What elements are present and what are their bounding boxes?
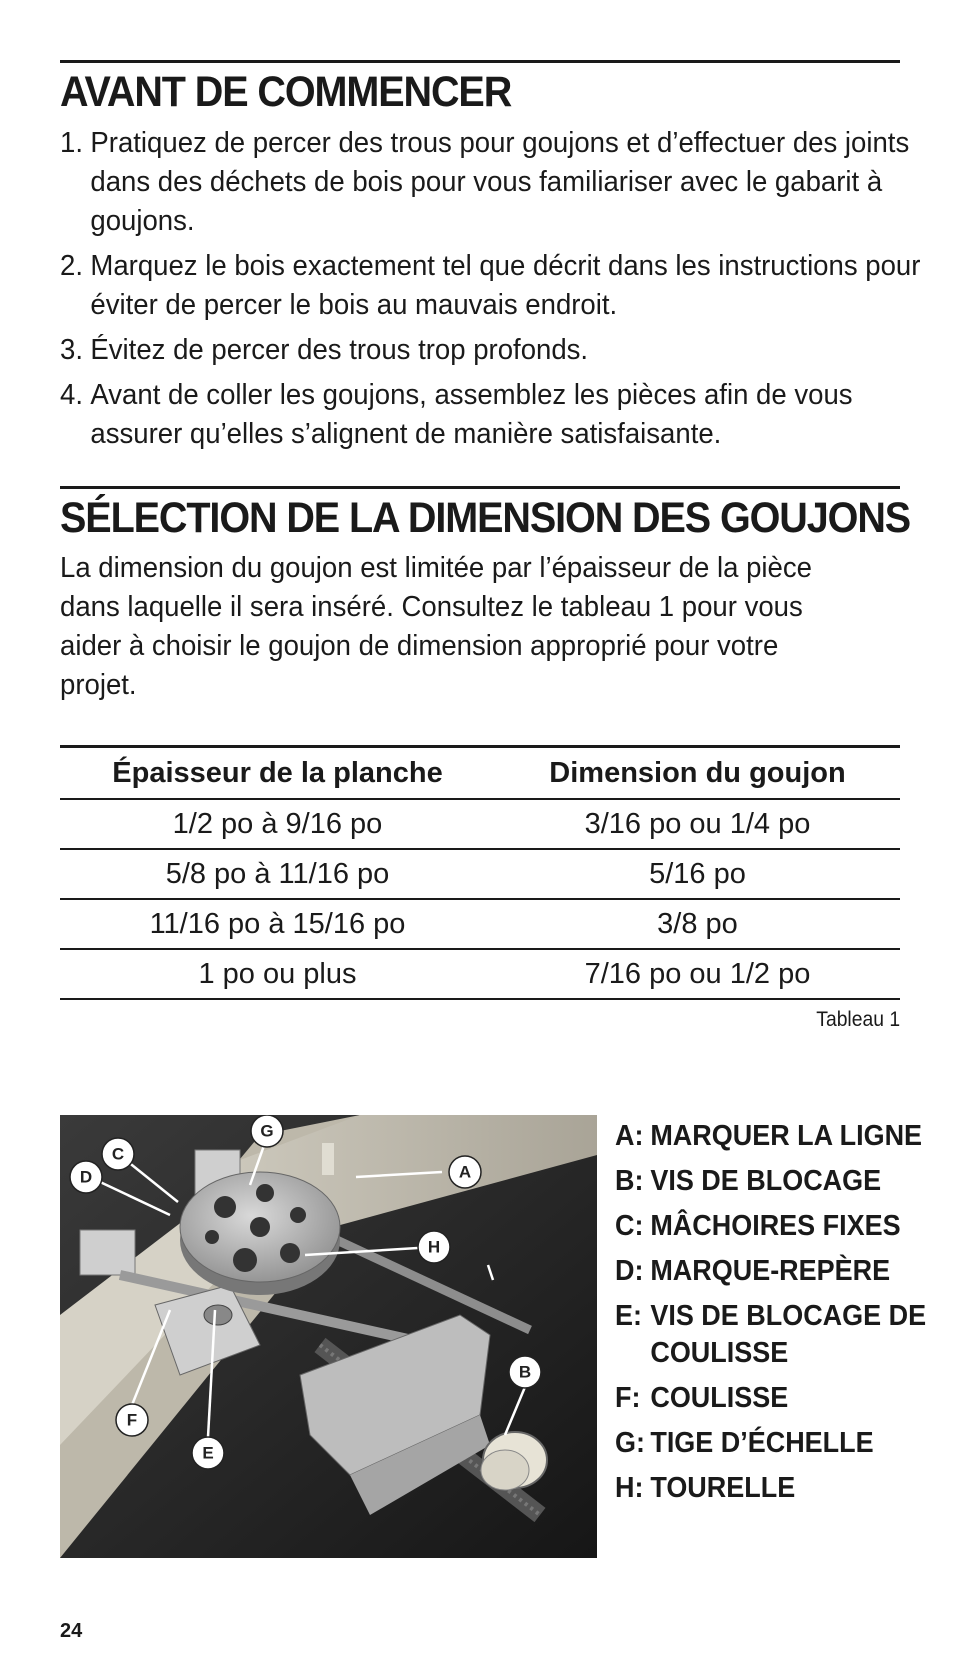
top-rule xyxy=(60,60,900,63)
legend-key: G: xyxy=(615,1427,645,1459)
table-header-row xyxy=(60,747,900,800)
callout-c: C xyxy=(111,1144,125,1164)
callout-a: A xyxy=(458,1162,472,1182)
callout-f: F xyxy=(126,1410,138,1430)
legend-item xyxy=(615,1208,954,1245)
callout-h: H xyxy=(427,1237,441,1257)
legend-key: B: xyxy=(615,1165,644,1197)
table-row xyxy=(60,799,900,849)
page-number: 24 xyxy=(60,1620,83,1642)
legend-key: H: xyxy=(615,1472,644,1504)
table-row xyxy=(60,949,900,999)
legend-label: VIS DE BLOCAGE xyxy=(650,1165,882,1197)
list-item xyxy=(60,331,926,370)
legend-label: VIS DE BLOCAGE DE COULISSE xyxy=(650,1300,927,1369)
list-item xyxy=(60,124,926,241)
column-header-thickness: Épaisseur de la planche xyxy=(60,747,495,800)
list-item-text: Évitez de percer des trous trop profonds. xyxy=(90,334,589,366)
legend-item xyxy=(615,1470,954,1507)
legend-item xyxy=(615,1380,954,1417)
section-heading-selection: SÉLECTION DE LA DIMENSION DES GOUJONS xyxy=(60,494,911,542)
legend-item xyxy=(615,1118,954,1155)
legend-item xyxy=(615,1425,954,1462)
instructions-list xyxy=(60,124,920,460)
section-heading-avant: AVANT DE COMMENCER xyxy=(60,68,512,116)
legend-label: MARQUER LA LIGNE xyxy=(650,1120,923,1152)
callout-g: G xyxy=(260,1121,274,1141)
table-cell: 3/16 po ou 1/4 po xyxy=(495,799,900,849)
legend-label: MARQUE-REPÈRE xyxy=(650,1255,891,1287)
list-item-number: 3. xyxy=(60,334,83,366)
table-cell: 3/8 po xyxy=(495,899,900,949)
table-cell: 11/16 po à 15/16 po xyxy=(60,899,495,949)
legend-label: TIGE D’ÉCHELLE xyxy=(650,1427,874,1459)
legend-label: MÂCHOIRES FIXES xyxy=(650,1210,901,1242)
legend-label: TOURELLE xyxy=(650,1472,796,1504)
callout-b: B xyxy=(518,1362,532,1382)
list-item-number: 1. xyxy=(60,127,83,159)
list-item-text: Marquez le bois exactement tel que décrit dans les instructions pour éviter de percer le bois au mauvais endroit. xyxy=(90,250,921,321)
legend-item xyxy=(615,1253,954,1290)
legend-item xyxy=(615,1163,954,1200)
callout-e: E xyxy=(202,1443,214,1463)
legend-key: F: xyxy=(615,1382,641,1414)
section-rule xyxy=(60,486,900,489)
list-item xyxy=(60,376,926,454)
table-row xyxy=(60,899,900,949)
table-cell: 1/2 po à 9/16 po xyxy=(60,799,495,849)
column-header-dowel: Dimension du goujon xyxy=(495,747,900,800)
list-item-number: 4. xyxy=(60,379,83,411)
list-item-text: Pratiquez de percer des trous pour goujons et d’effectuer des joints dans des déchets de bois pour vous familiariser avec le gabarit à goujons. xyxy=(90,127,910,237)
list-item xyxy=(60,247,926,325)
legend-key: A: xyxy=(615,1120,644,1152)
callout-d: D xyxy=(79,1167,93,1187)
legend-key: D: xyxy=(615,1255,644,1287)
table-row xyxy=(60,849,900,899)
legend-label: COULISSE xyxy=(650,1382,789,1414)
table-cell: 5/16 po xyxy=(495,849,900,899)
legend-item xyxy=(615,1298,954,1372)
list-item-number: 2. xyxy=(60,250,83,282)
doweling-jig-photo xyxy=(60,1115,597,1558)
jig-illustration xyxy=(60,1115,597,1558)
dowel-size-table xyxy=(60,745,900,1000)
table-caption: Tableau 1 xyxy=(816,1008,900,1031)
intro-paragraph: La dimension du goujon est limitée par l’épaisseur de la pièce dans laquelle il sera inséré. Consultez le tableau 1 pour vous aider à choisir le goujon de dimension approprié pour votre projet. xyxy=(60,552,812,701)
list-item-text: Avant de coller les goujons, assemblez les pièces afin de vous assurer qu’elles s’alignent de manière satisfaisante. xyxy=(90,379,853,450)
table-cell: 1 po ou plus xyxy=(60,949,495,999)
legend-key: C: xyxy=(615,1210,644,1242)
table-cell: 7/16 po ou 1/2 po xyxy=(495,949,900,999)
legend-key: E: xyxy=(615,1300,642,1332)
parts-legend xyxy=(615,1118,935,1515)
table-cell: 5/8 po à 11/16 po xyxy=(60,849,495,899)
